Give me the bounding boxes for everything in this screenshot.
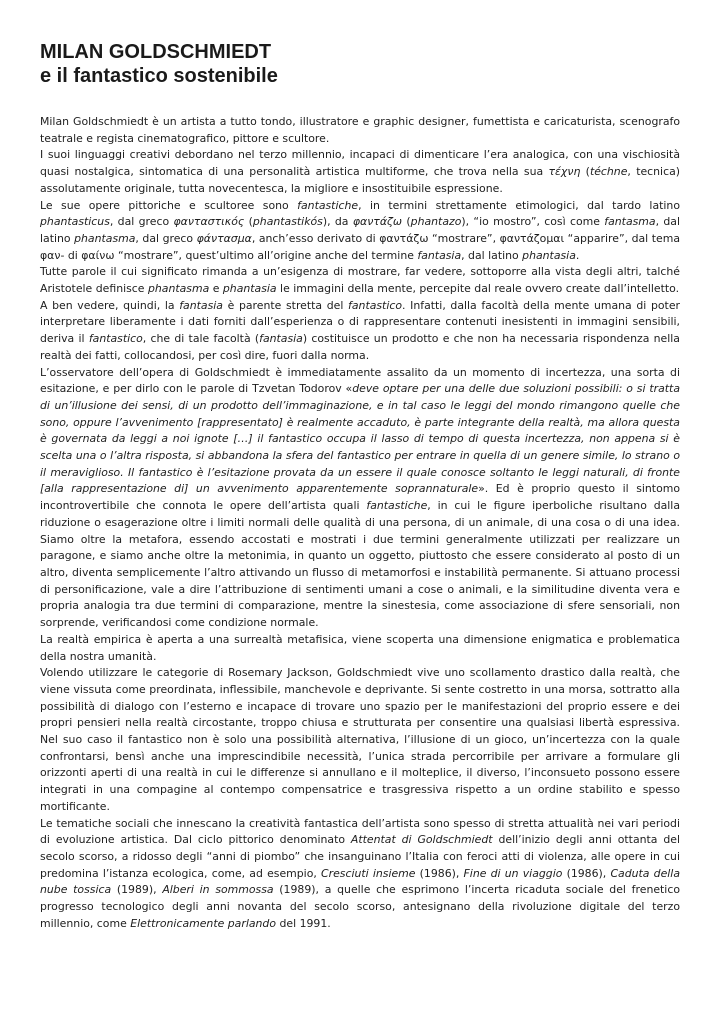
body-text: (	[580, 165, 590, 179]
body-text: A ben vedere, quindi, la	[40, 298, 180, 312]
italic-text: φαντάζω	[352, 215, 403, 229]
article-body	[40, 114, 680, 932]
italic-text: phantasia	[222, 282, 277, 296]
body-text: ), “io mostro”, così come	[461, 215, 605, 229]
italic-text: Fine di un viaggio	[463, 866, 563, 880]
body-text: ». Ed è proprio questo il sintomo incontrovertibile che connota le opere dell’artista quali	[40, 482, 681, 513]
body-text: Tutte parole il cui significato rimanda a un’esigenza di mostrare, far vedere, sottoporre alla vista degli altri, talché Aristotele definisce	[40, 265, 680, 296]
body-text: (1989), a quelle che esprimono l’incerta ricaduta sociale del frenetico progresso tecnologico degli anni novanta del secolo scorso, antesignano della rivoluzione digitale del terzo millennio, come	[40, 883, 680, 930]
body-text: (1989),	[111, 883, 163, 897]
italic-text: Caduta della nube tossica	[40, 866, 680, 897]
body-text: del 1991.	[276, 916, 331, 930]
body-text: Volendo utilizzare le categorie di Rosemary Jackson, Goldschmiedt vive uno scollamento drastico dalla realtà, che viene vissuta come preordinata, inflessibile, manchevole e deprivante. Si sente costretto in una morsa, sottratto alla possibilità di dialogo con l’esterno e incapace di trovare uno spazio per le manifestazioni del proprio essere e dei propri pensieri nella realtà circostante, troppo chiusa e strutturata per consentire una qualsiasi libertà espressiva. Nel suo caso il fantastico non è solo una possibilità alternativa, l’illusione di un gioco, un’incertezza con la quale confrontarsi, bensì anche una imprescindibile necessità, l’unica strada percorribile per arrivare a formulare gli orizzonti aperti di una realtà in cui le differenze si annullano e il molteplice, il diverso, l’inconsueto possono essere integrati in una compagine al contempo compensatrice e trasgressiva rispetto a un ordine stabilito e spesso mortificante.	[40, 666, 680, 813]
italic-text: Elettronicamente parlando	[130, 916, 276, 930]
body-text: , che di tale facoltà (	[142, 332, 260, 346]
body-text: L’osservatore dell’opera di Goldschmiedt è immediatamente assalito da un momento di incertezza, una sorta di esitazione, e per dirlo con le parole di Tzvetan Todorov «	[40, 365, 680, 396]
body-text: , dal greco	[109, 215, 174, 229]
body-text: Le tematiche sociali che innescano la creatività fantastica dell’artista sono spesso di stretta attualità nei vari periodi di evoluzione artistica. Dal ciclo pittorico denominato	[40, 816, 680, 847]
italic-text: phantasia	[522, 248, 576, 262]
body-paragraph	[40, 198, 680, 265]
body-text: , in cui le figure iperboliche risultano dalla riduzione o esagerazione oltre i limiti normali delle qualità di una persona, di un animale, di una cosa o di una idea. Siamo oltre la metafora, essendo accostati e mostrati i due termini generalmente utilizzati per realizzare un paragone, e siamo anche oltre la metonimia, in quanto un oggetto, piuttosto che essere considerato al posto di un altro, diventa semplicemente l’altro attivando un flusso di metamorfosi e instabilità permanente. Si attuano processi di personificazione, vale a dire l’attribuzione di sentimenti umani a cose o animali, e la similitudine diventa vera e propria analogia tra due termini di comparazione, mentre la sinestesia, come associazione di sfere sensoriali, non sorprende, verificandosi come condizione normale.	[40, 499, 681, 630]
document-page	[40, 40, 680, 932]
italic-text: Alberi in sommossa	[162, 883, 274, 897]
italic-text: Attentat di Goldschmiedt	[350, 833, 493, 847]
body-paragraph	[40, 665, 680, 815]
body-text: La realtà empirica è aperta a una surrealtà metafisica, viene scoperta una dimensione enigmatica e problematica della nostra umanità.	[40, 632, 680, 663]
body-text: ) costituisce un prodotto e che non ha necessaria rispondenza nella realtà dei fatti, collocandosi, per così dire, fuori dalla norma.	[40, 332, 680, 362]
body-text: , in termini strettamente etimologici, dal tardo latino	[358, 198, 680, 212]
italic-text: fantasma	[604, 215, 656, 229]
italic-text: fantasia	[417, 248, 462, 262]
body-text: dell’inizio degli anni ottanta del secolo scorso, a ridosso degli “anni di piombo” che insanguinano l’Italia con feroci atti di violenza, alle opere in cui predomina l’istanza ecologica, come, ad esempio,	[40, 833, 680, 880]
body-text: Milan Goldschmiedt è un artista a tutto tondo, illustratore e graphic designer, fumettista e caricaturista, scenografo teatrale e regista cinematografico, pittore e scultore.	[40, 115, 680, 145]
italic-text: phantasma	[147, 282, 210, 296]
body-text: ), da	[322, 215, 353, 229]
page-title	[40, 40, 680, 88]
body-text: , dal greco	[135, 231, 197, 245]
body-paragraph	[40, 365, 680, 632]
italic-text: phantasma	[74, 231, 136, 245]
italic-text: fantastiche	[297, 198, 359, 212]
italic-text: téchne	[589, 165, 628, 179]
body-text: , anch’esso derivato di φαντάζω “mostrare”, φαντάζομαι “apparire”, dal tema φαν- di φαίνω “mostrare”, quest’ultimo all’origine anche del termine	[40, 231, 680, 262]
italic-text: fantasia	[259, 332, 303, 346]
body-text: , tecnica) assolutamente originale, tutta novecentesca, la migliore e insostituibile espressione.	[40, 165, 680, 195]
body-text: e	[209, 282, 223, 296]
body-text: I suoi linguaggi creativi debordano nel terzo millennio, incapaci di dimenticare l’era analogica, con una vischiosità quasi nostalgica, sintomatica di una personalità artistica multiforme, che trova nella sua	[40, 148, 680, 179]
italic-text: Cresciuti insieme	[321, 866, 416, 880]
body-paragraph	[40, 114, 680, 147]
italic-text: phantazo	[410, 215, 462, 229]
body-text: le immagini della mente, percepite dal reale ovvero create dall’intelletto.	[276, 282, 680, 296]
italic-text: φάντασμα	[196, 231, 252, 245]
body-text: , dal latino	[40, 215, 680, 245]
italic-text: phantastikós	[252, 215, 323, 229]
italic-text: deve optare per una delle due soluzioni possibili: o si tratta di un’illusione dei sensi, di un prodotto dell’immaginazione, e in tal caso le leggi del mondo rimangono quelle che sono, oppure l’avvenimento [rappresentato] è realmente accaduto, è parte integrante della realtà, ma allora questa è governata da leggi a noi ignote […] il fantastico occupa il lasso di tempo di questa incertezza, non appena si è scelta una o l’altra risposta, si abbandona la sfera del fantastico per entrare in quella di un genere simile, lo strano o il meraviglioso. Il fantastico è l’esitazione provata da un essere il quale conosce soltanto le leggi naturali, di fronte [alla rappresentazione di] un avvenimento apparentemente soprannaturale	[40, 382, 680, 496]
body-text: (	[402, 215, 411, 229]
italic-text: φανταστικός	[173, 215, 245, 229]
body-paragraph	[40, 147, 680, 197]
italic-text: phantasticus	[40, 215, 110, 229]
italic-text: fantastico	[348, 298, 403, 312]
italic-text: fantastiche	[366, 499, 428, 513]
title-line-1: MILAN GOLDSCHMIEDT	[40, 41, 272, 63]
body-text: è parente stretta del	[222, 298, 349, 312]
body-paragraph	[40, 816, 680, 933]
body-text: . Infatti, dalla facoltà della mente umana di poter interpretare liberamente i dati forniti dall’esperienza o di rappresentare contenuti inesistenti in immagini sensibili, deriva il	[40, 298, 680, 346]
body-text: (1986),	[415, 866, 464, 880]
italic-text: τέχνη	[548, 165, 581, 179]
body-paragraph	[40, 264, 680, 297]
body-paragraph	[40, 298, 680, 365]
body-text: (	[244, 215, 253, 229]
body-text: Le sue opere pittoriche e scultoree sono	[40, 198, 298, 212]
body-paragraph	[40, 632, 680, 665]
title-line-2: e il fantastico sostenibile	[40, 65, 278, 87]
body-text: (1986),	[562, 866, 611, 880]
body-text: .	[575, 248, 580, 262]
italic-text: fantasia	[179, 298, 223, 312]
body-text: , dal latino	[461, 248, 523, 262]
italic-text: fantastico	[88, 332, 143, 346]
